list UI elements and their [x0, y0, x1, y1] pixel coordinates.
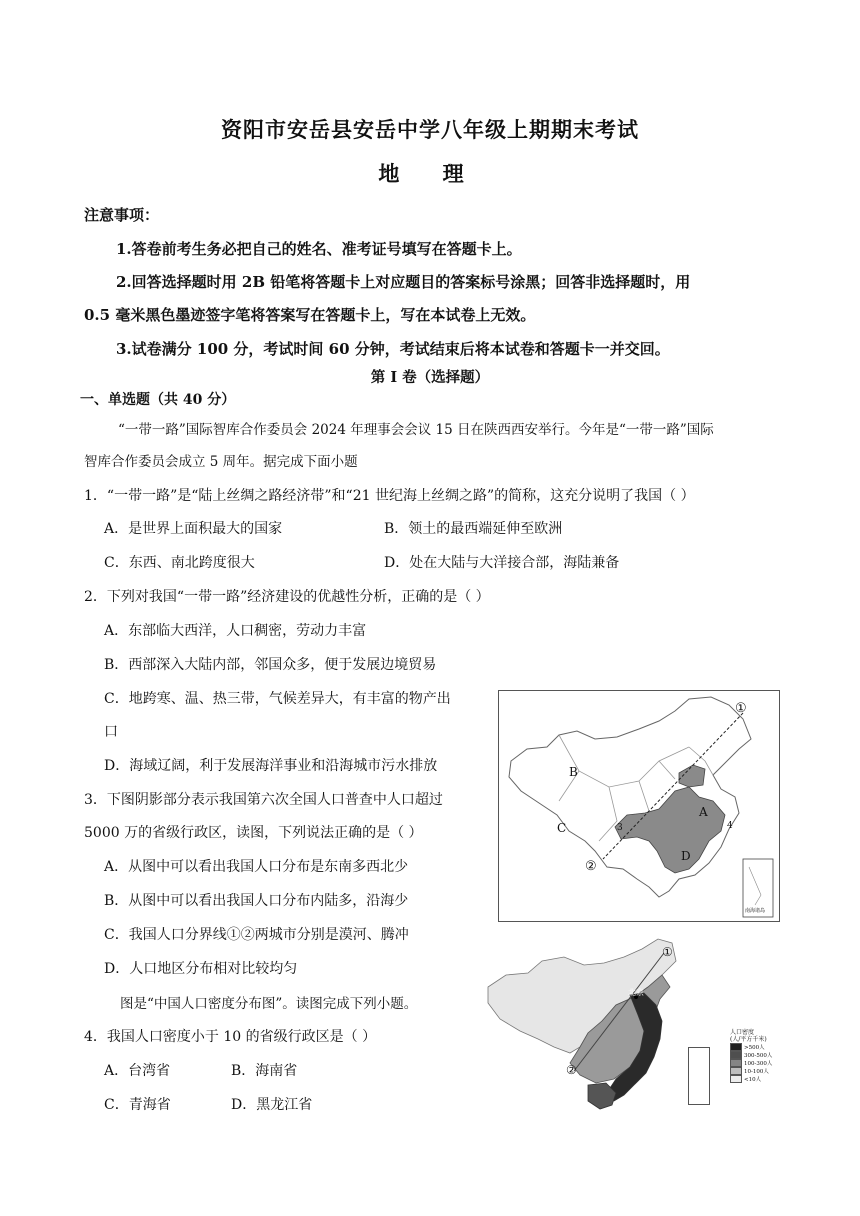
population-density-map [484, 935, 774, 1115]
question-3-stem-line-1: 3．下图阴影部分表示我国第六次全国人口普查中人口超过 [84, 792, 443, 808]
map1-label-3: 3 [617, 823, 623, 833]
notes-heading: 注意事项： [84, 206, 160, 224]
legend-item [730, 1043, 772, 1051]
map1-inset-label: 南海诸岛 [745, 908, 766, 914]
question-4-stem: 4．我国人口密度小于 10 的省级行政区是（ ） [84, 1029, 377, 1045]
legend-swatch [730, 1051, 742, 1059]
question-1-option-b: B．领土的最西端延伸至欧洲 [384, 521, 563, 537]
question-2-option-b: B．西部深入大陆内部，邻国众多，便于发展边境贸易 [104, 657, 437, 673]
map1-label-4: 4 [727, 821, 733, 831]
question-3-option-b: B．从图中可以看出我国人口分布内陆多，沿海少 [104, 893, 409, 909]
question-2-option-c-line-2: 口 [104, 724, 118, 740]
question-3-option-a: A．从图中可以看出我国人口分布是东南多西北少 [104, 859, 409, 875]
legend-item [730, 1059, 772, 1067]
map1-label-a: A [699, 805, 708, 819]
question-2-option-d: D．海域辽阔，利于发展海洋事业和沿海城市污水排放 [104, 758, 438, 774]
legend-item [730, 1075, 772, 1083]
question-2-stem: 2．下列对我国“一带一路”经济建设的优越性分析，正确的是（ ） [84, 589, 490, 605]
note-item-2-line-1: 2.回答选择题时用 2B 铅笔将答题卡上对应题目的答案标号涂黑；回答非选择题时，用 [116, 273, 691, 291]
map1-marker-2: ② [585, 859, 597, 874]
density-map-svg [484, 935, 684, 1115]
map2-marker-2: ② [566, 1063, 577, 1077]
question-4-option-b: B．海南省 [231, 1063, 298, 1079]
legend-unit: (人/平方千米) [730, 1036, 767, 1043]
legend-label: 10-100人 [744, 1069, 769, 1075]
map1-label-b: B [569, 765, 578, 779]
question-4-option-c: C．青海省 [104, 1097, 171, 1113]
legend-title: 人口密度 [730, 1029, 755, 1036]
map1-marker-1: ① [735, 701, 747, 716]
legend-swatch [730, 1075, 742, 1083]
legend-item [730, 1051, 772, 1059]
exam-title: 资阳市安岳县安岳中学八年级上期期末考试 [221, 117, 639, 142]
legend-label: >500人 [744, 1045, 765, 1051]
density-legend [730, 1043, 772, 1083]
china-outline [509, 697, 751, 897]
passage-1-line-1: “一带一路”国际智库合作委员会 2024 年理事会会议 15 日在陕西西安举行。今年是“一带一路”国际 [118, 422, 714, 438]
note-item-3: 3.试卷满分 100 分，考试时间 60 分钟，考试结束后将本试卷和答题卡一并交回。 [116, 340, 670, 358]
question-1-option-a: A．是世界上面积最大的国家 [104, 521, 283, 537]
map2-south-sea-inset [688, 1047, 710, 1105]
subject-title: 地 理 [378, 161, 482, 186]
passage-1-line-2: 智库合作委员会成立 5 周年。据完成下面小题 [84, 454, 358, 470]
question-3-option-c: C．我国人口分界线①②两城市分别是漠河、腾冲 [104, 927, 409, 943]
question-4-option-d: D．黑龙江省 [231, 1097, 313, 1113]
map1-label-d: D [681, 849, 691, 863]
note-item-1: 1.答卷前考生务必把自己的姓名、准考证号填写在答题卡上。 [116, 240, 522, 258]
question-1-option-d: D．处在大陆与大洋接合部，海陆兼备 [384, 555, 620, 571]
legend-label: <10人 [744, 1077, 762, 1083]
note-item-2-line-2: 0.5 毫米黑色墨迹签字笔将答案写在答题卡上，写在本试卷上无效。 [84, 306, 536, 324]
legend-label: 100-300人 [744, 1061, 773, 1067]
legend-item [730, 1067, 772, 1075]
passage-2: 图是“中国人口密度分布图”。读图完成下列小题。 [120, 996, 418, 1012]
question-1-stem: 1．“一带一路”是“陆上丝绸之路经济带”和“21 世纪海上丝绸之路”的简称，这充分说明了我国（ ） [84, 488, 695, 504]
question-2-option-c-line-1: C．地跨寒、温、热三带，气候差异大，有丰富的物产出 [104, 691, 451, 707]
legend-swatch [730, 1059, 742, 1067]
population-province-map [498, 690, 780, 922]
question-1-option-c: C．东西、南北跨度很大 [104, 555, 255, 571]
map2-beijing-label: 北京 [628, 988, 644, 997]
question-2-option-a: A．东部临大西洋，人口稠密，劳动力丰富 [104, 623, 367, 639]
question-4-option-a: A．台湾省 [104, 1063, 171, 1079]
legend-swatch [730, 1043, 742, 1051]
part-heading: 一、单选题（共 40 分） [80, 392, 236, 408]
question-3-stem-line-2: 5000 万的省级行政区，读图，下列说法正确的是（ ） [84, 825, 423, 841]
map1-label-c: C [557, 821, 567, 835]
legend-swatch [730, 1067, 742, 1075]
question-3-option-d: D．人口地区分布相对比较均匀 [104, 961, 298, 977]
map2-marker-1: ① [662, 945, 673, 959]
china-outline-map [499, 691, 779, 921]
legend-label: 300-500人 [744, 1053, 773, 1059]
section-title: 第 I 卷（选择题） [370, 369, 490, 386]
